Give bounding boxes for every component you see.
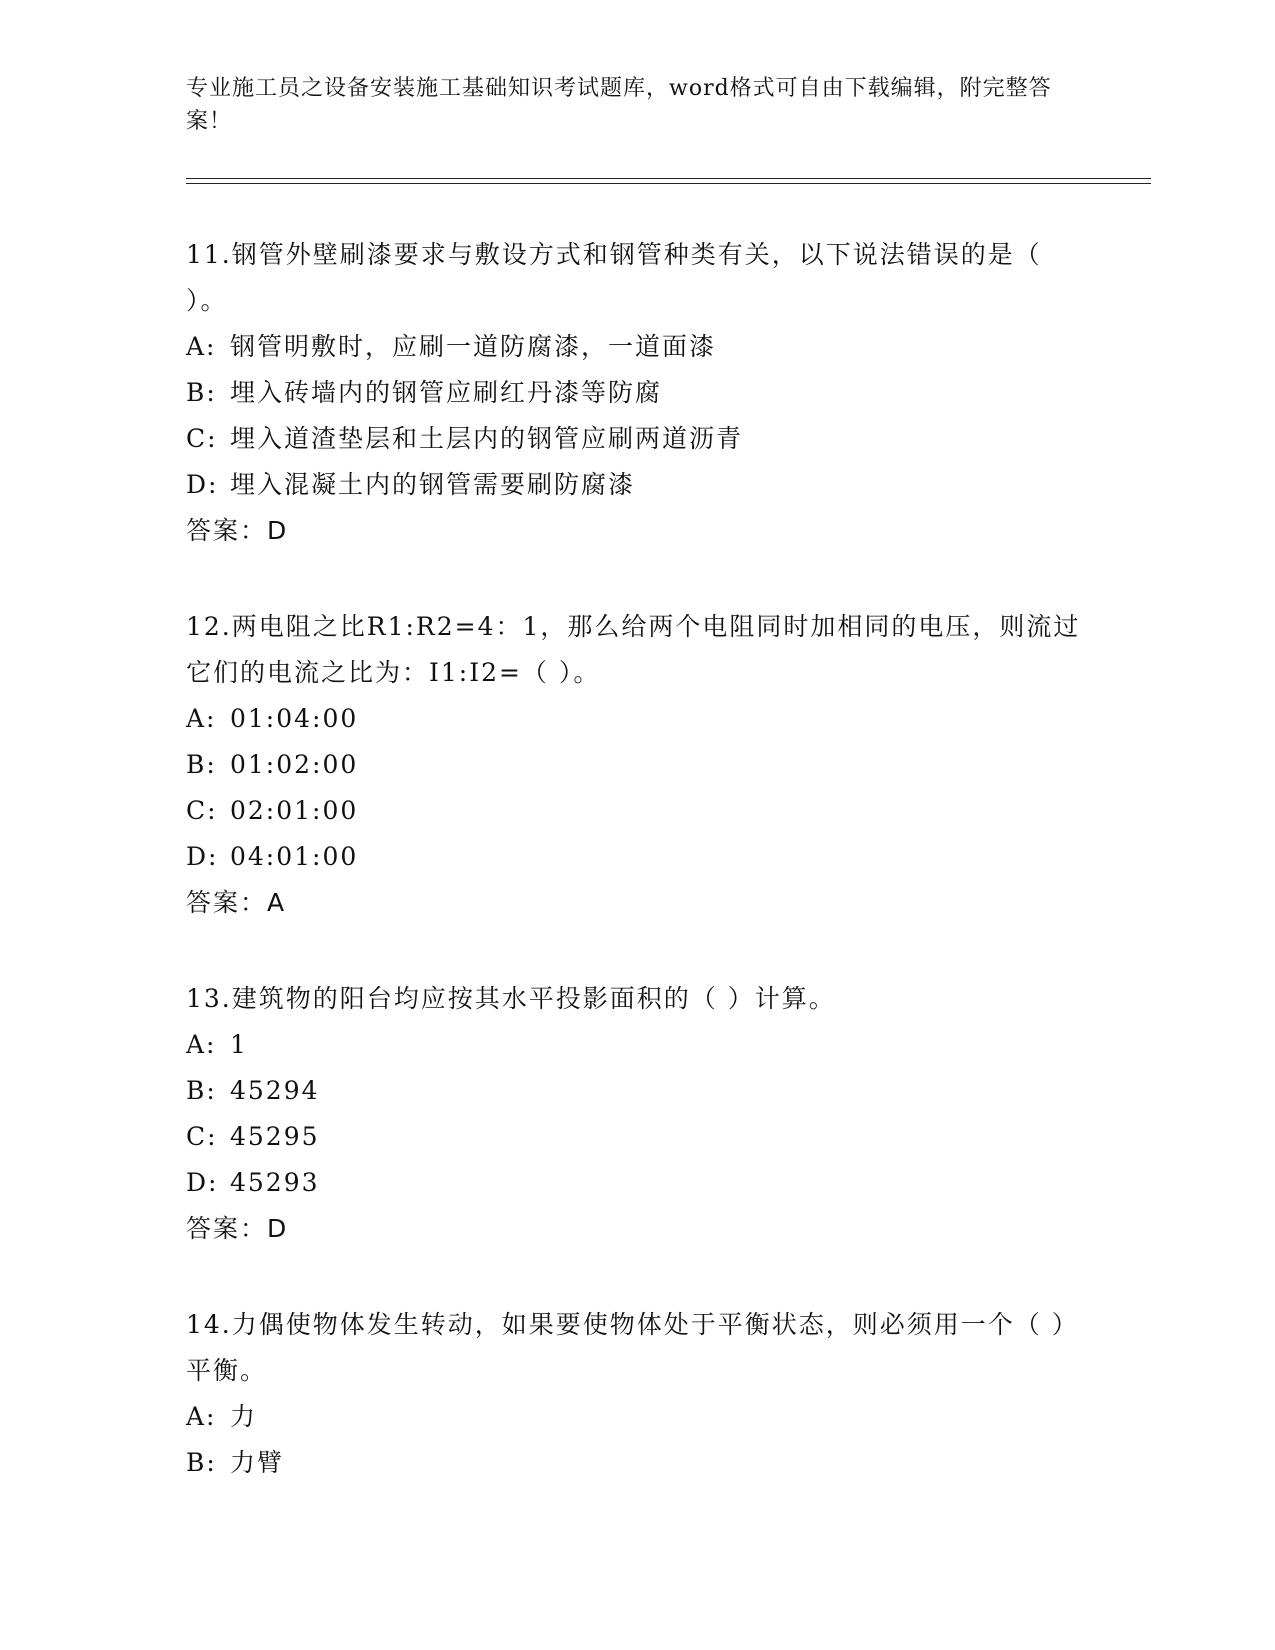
option-text: 04:01:00	[230, 842, 359, 871]
option-text: 01:04:00	[230, 704, 359, 733]
option-letter: D:	[186, 470, 219, 499]
option-d	[186, 462, 1086, 508]
option-a	[186, 1022, 1086, 1068]
option-text: 埋入混凝土内的钢管需要刷防腐漆	[230, 470, 636, 499]
question-stem: 12.两电阻之比R1:R2=4：1，那么给两个电阻同时加相同的电压，则流过它们的电流之比为：I1:I2=（ ）。	[186, 612, 1081, 687]
option-letter: C:	[186, 796, 218, 825]
option-text: 埋入砖墙内的钢管应刷红丹漆等防腐	[230, 378, 663, 407]
option-letter: A:	[186, 1030, 217, 1059]
question-13	[186, 976, 1086, 1252]
question-stem: 13.建筑物的阳台均应按其水平投影面积的（ ）计算。	[186, 984, 836, 1013]
option-letter: B:	[186, 750, 217, 779]
option-b	[186, 370, 1086, 416]
option-letter: A:	[186, 1402, 217, 1431]
option-text: 01:02:00	[230, 750, 359, 779]
option-letter: D:	[186, 1168, 219, 1197]
option-c	[186, 1114, 1086, 1160]
option-letter: D:	[186, 842, 219, 871]
option-a	[186, 324, 1086, 370]
document-header: 专业施工员之设备安装施工基础知识考试题库，word格式可自由下载编辑，附完整答案！	[186, 76, 1052, 134]
option-a	[186, 696, 1086, 742]
question-list	[186, 232, 1086, 1536]
option-text: 45295	[230, 1122, 320, 1151]
option-letter: B:	[186, 378, 217, 407]
option-text: 45294	[230, 1076, 320, 1105]
option-letter: C:	[186, 1122, 218, 1151]
option-text: 埋入道渣垫层和土层内的钢管应刷两道沥青	[230, 424, 744, 453]
option-letter: A:	[186, 704, 217, 733]
option-letter: A:	[186, 332, 217, 361]
header-rule-top	[186, 178, 1151, 179]
option-b	[186, 1440, 1086, 1486]
option-letter: C:	[186, 424, 218, 453]
question-12	[186, 604, 1086, 926]
answer-line: 答案：D	[186, 516, 289, 545]
answer-line: 答案：D	[186, 1214, 289, 1243]
question-stem: 14.力偶使物体发生转动，如果要使物体处于平衡状态，则必须用一个（ ）平衡。	[186, 1310, 1079, 1385]
option-b	[186, 742, 1086, 788]
option-text: 02:01:00	[230, 796, 359, 825]
question-14	[186, 1302, 1086, 1486]
option-text: 钢管明敷时，应刷一道防腐漆，一道面漆	[230, 332, 717, 361]
option-letter: B:	[186, 1448, 217, 1477]
option-text: 45293	[230, 1168, 320, 1197]
option-d	[186, 1160, 1086, 1206]
question-11	[186, 232, 1086, 554]
question-stem: 11.钢管外壁刷漆要求与敷设方式和钢管种类有关，以下说法错误的是（ ）。	[186, 240, 1042, 315]
option-c	[186, 416, 1086, 462]
option-text: 1	[230, 1030, 248, 1059]
answer-line: 答案：A	[186, 888, 287, 917]
option-text: 力臂	[230, 1448, 285, 1477]
option-b	[186, 1068, 1086, 1114]
option-a	[186, 1394, 1086, 1440]
option-text: 力	[230, 1402, 258, 1431]
header-rule-bottom	[186, 183, 1151, 184]
option-letter: B:	[186, 1076, 217, 1105]
option-d	[186, 834, 1086, 880]
option-c	[186, 788, 1086, 834]
